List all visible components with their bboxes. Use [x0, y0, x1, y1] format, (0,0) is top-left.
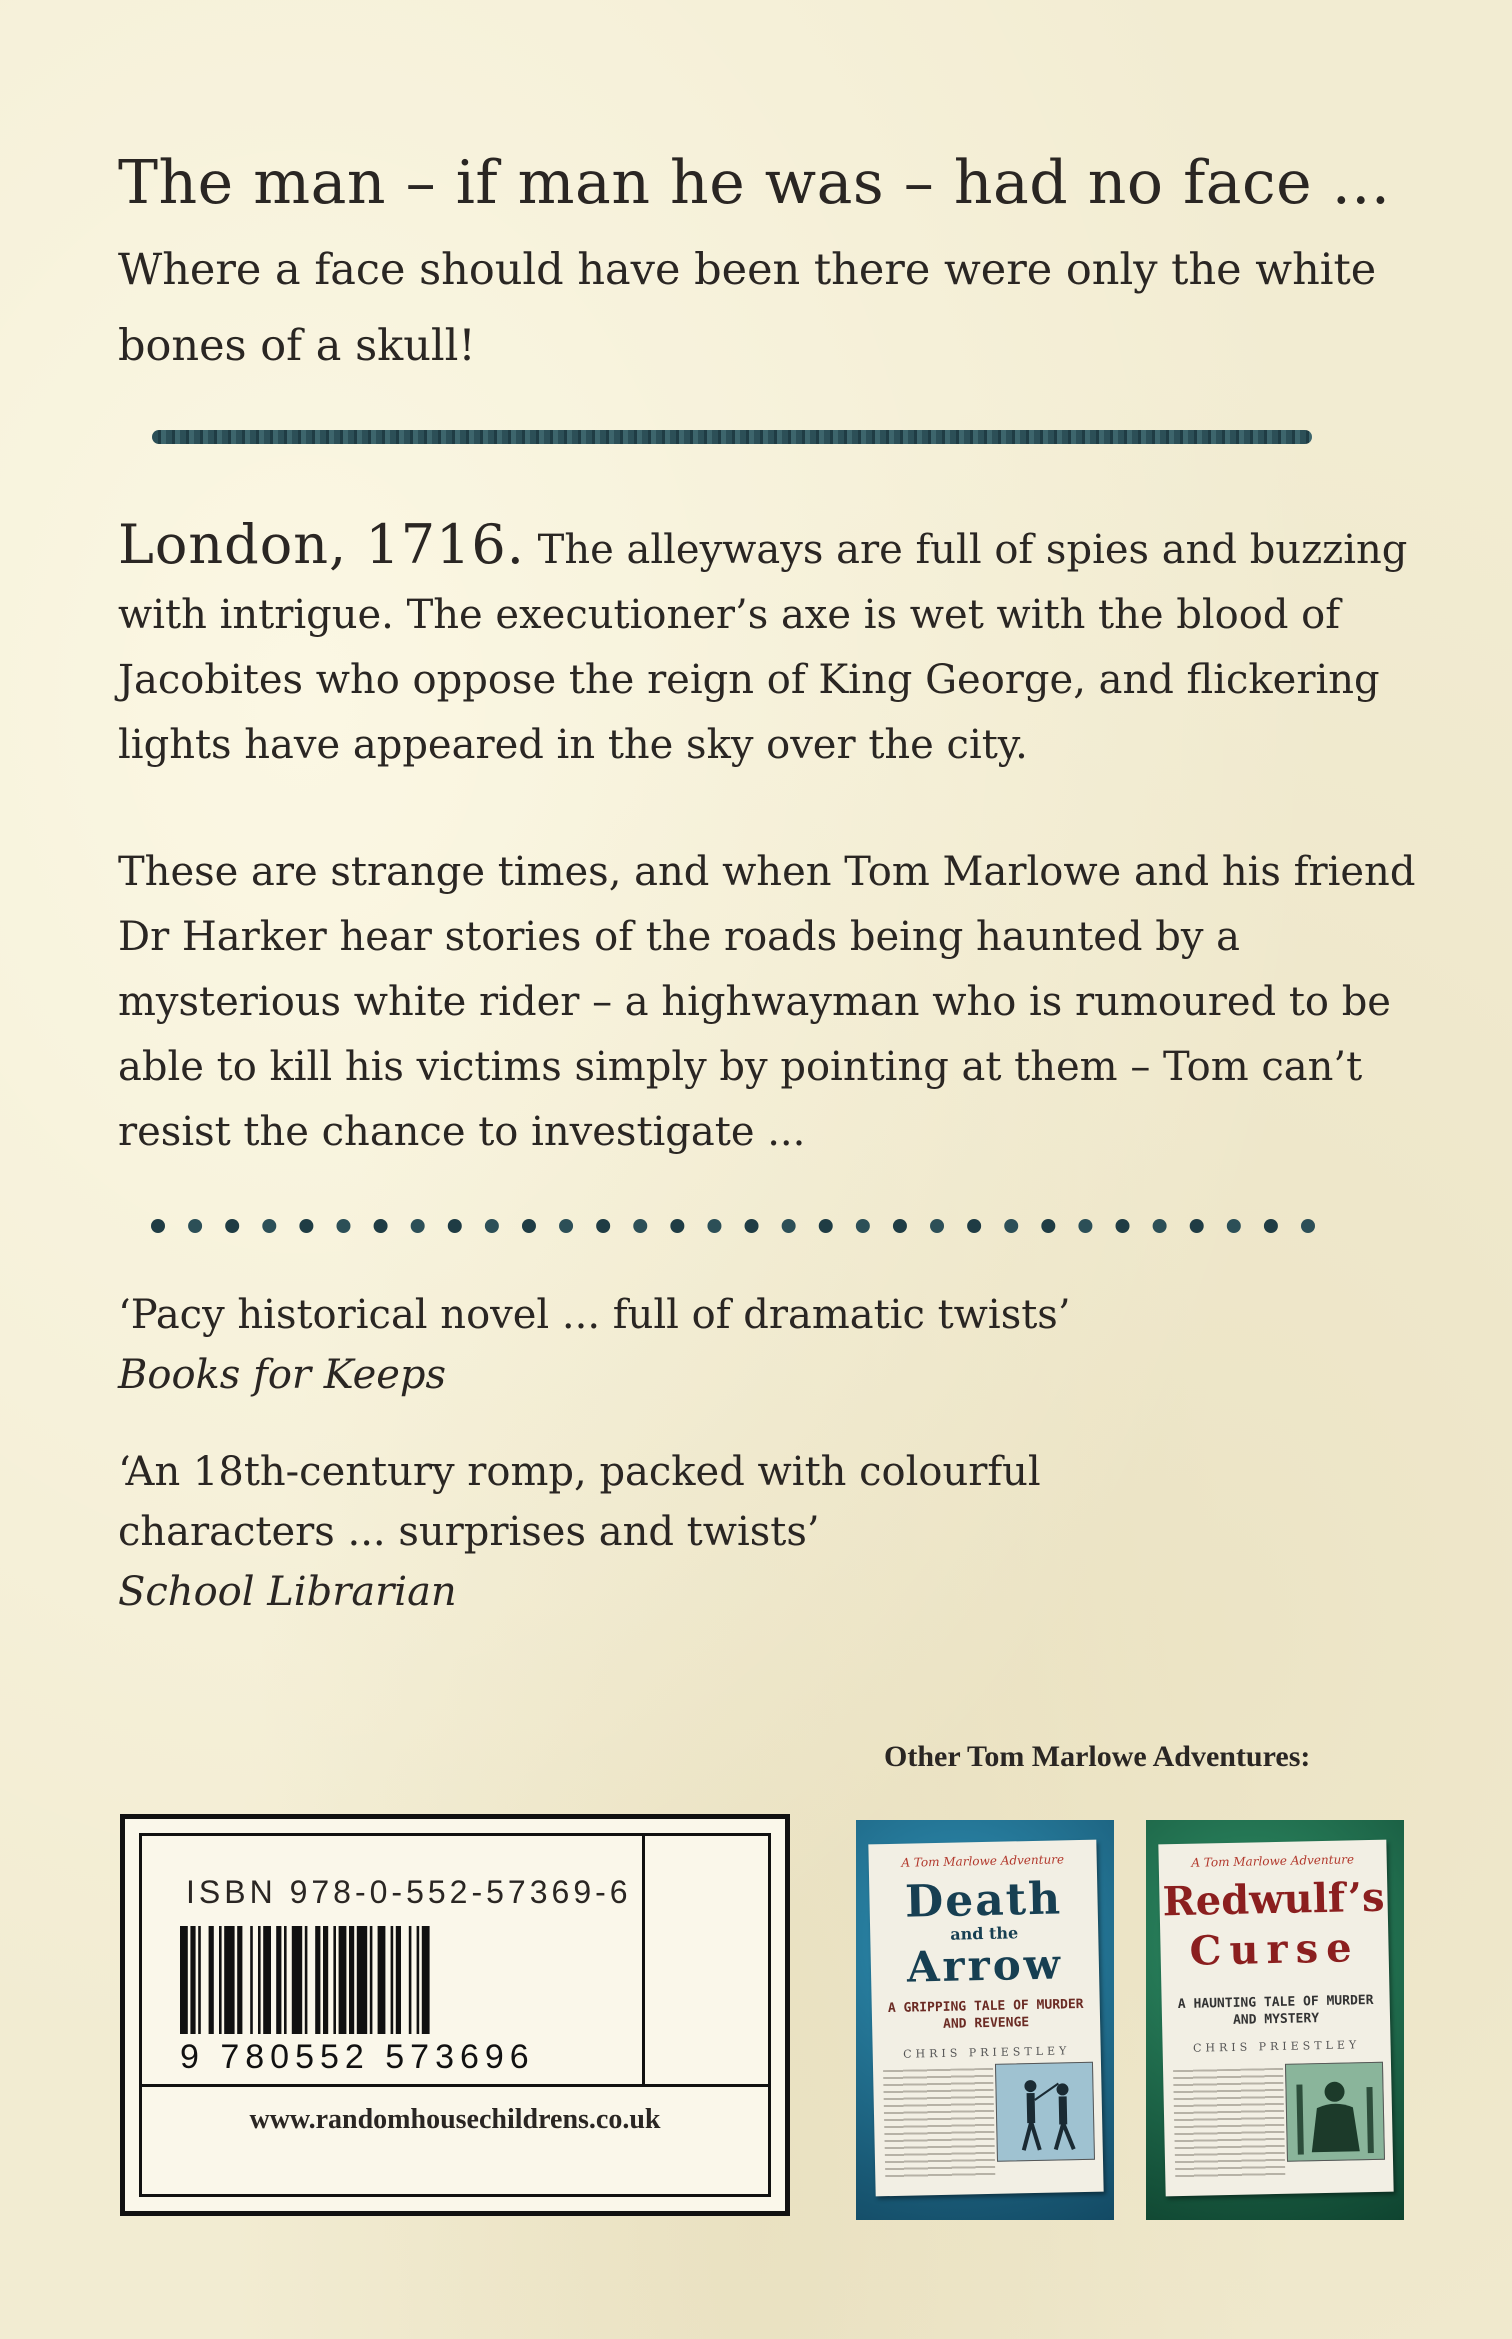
divider-dot	[856, 1219, 870, 1233]
cover-paper	[1158, 1840, 1393, 2197]
barcode-bar	[378, 1926, 386, 2034]
barcode-bar	[224, 1926, 234, 2034]
barcode-bar	[417, 1926, 420, 2034]
divider-dot	[633, 1219, 647, 1233]
divider-dot	[1301, 1219, 1315, 1233]
barcode-bar	[339, 1926, 347, 2034]
barcode-frame	[139, 1833, 771, 2197]
dotted-divider	[148, 1216, 1318, 1236]
divider-dot	[819, 1219, 833, 1233]
book-author: CHRIS PRIESTLEY	[902, 2044, 1071, 2061]
blurb-lead: London, 1716.	[118, 513, 525, 576]
book-series: A Tom Marlowe Adventure	[1191, 1852, 1355, 1870]
divider-dot	[893, 1219, 907, 1233]
divider-dot	[188, 1219, 202, 1233]
divider-dot	[559, 1219, 573, 1233]
book-tagline: A GRIPPING TALE OF MURDER AND REVENGE	[887, 1996, 1084, 2032]
barcode-bar	[370, 1926, 373, 2034]
barcode-bar	[409, 1926, 412, 2034]
book-title-line-2: Arrow	[906, 1939, 1064, 1992]
divider-dot	[930, 1219, 944, 1233]
subheadline: Where a face should have been there were only the white bones of a skull!	[118, 245, 1377, 371]
divider-dot	[411, 1219, 425, 1233]
barcode-bar	[315, 1926, 320, 2034]
barcode-bar	[237, 1926, 242, 2034]
barcode-bar	[180, 1926, 188, 2034]
cover-paper	[868, 1840, 1103, 2197]
isbn-label: ISBN 978-0-552-57369-6	[186, 1874, 632, 1910]
book-title-line-1: Death	[904, 1873, 1063, 1928]
divider-dot	[745, 1219, 759, 1233]
barcode-bar	[396, 1926, 401, 2034]
review-quote-text: ‘Pacy historical novel ... full of dramatic twists’	[118, 1292, 1071, 1338]
book-title-line-2: Curse	[1189, 1924, 1361, 1975]
barcode-bar	[292, 1926, 302, 2034]
book-author: CHRIS PRIESTLEY	[1192, 2038, 1361, 2055]
divider-dot	[1078, 1219, 1092, 1233]
divider-dot	[967, 1219, 981, 1233]
divider-dot	[1153, 1219, 1167, 1233]
blurb-paragraph-2: These are strange times, and when Tom Marlowe and his friend Dr Harker hear stories of the roads being haunted by a mysterious white rider – a highwayman who is rumoured to be able to kill his victims simply by pointing at them – Tom can’t resist the chance to investigate ...	[118, 849, 1416, 1155]
book-series: A Tom Marlowe Adventure	[901, 1852, 1065, 1870]
barcode-bar	[305, 1926, 308, 2034]
review-source: School Librarian	[118, 1569, 457, 1615]
divider-dot	[782, 1219, 796, 1233]
divider-dot	[374, 1219, 388, 1233]
divider-dot	[1264, 1219, 1278, 1233]
barcode-divider	[642, 1836, 645, 2084]
divider-dot	[448, 1219, 462, 1233]
book-title-and: and the	[950, 1923, 1019, 1944]
barcode-divider	[142, 2084, 768, 2087]
ghost-figure-icon	[1286, 2063, 1384, 2161]
cover-illustration	[1285, 2062, 1385, 2162]
barcode-bar	[333, 1926, 336, 2034]
review-quote-text: ‘An 18th-century romp, packed with colourful characters ... surprises and twists’	[118, 1449, 1041, 1555]
divider-dot	[1227, 1219, 1241, 1233]
barcode-image	[180, 1926, 620, 2076]
cover-illustration	[995, 2062, 1095, 2162]
review-quote	[118, 1442, 1238, 1622]
barcode-bar	[198, 1926, 201, 2034]
divider-dot	[596, 1219, 610, 1233]
divider-dot	[670, 1219, 684, 1233]
barcode-bar	[258, 1926, 261, 2034]
barcode-bar	[250, 1926, 253, 2034]
review-source: Books for Keeps	[118, 1352, 447, 1398]
book-title-line-1: Redwulf’s	[1162, 1873, 1385, 1926]
divider-dot	[522, 1219, 536, 1233]
divider-dot	[225, 1219, 239, 1233]
divider-dot	[1041, 1219, 1055, 1233]
review-quote	[118, 1285, 1238, 1405]
divider-dot	[262, 1219, 276, 1233]
divider-dot	[707, 1219, 721, 1233]
cover-text-block	[883, 2068, 995, 2180]
barcode-bar	[391, 1926, 394, 2034]
barcode-bar	[263, 1926, 271, 2034]
book-tagline: A HAUNTING TALE OF MURDER AND MYSTERY	[1177, 1992, 1374, 2028]
divider-dot	[336, 1219, 350, 1233]
barcode-bar	[219, 1926, 222, 2034]
publisher-url[interactable]: www.randomhousechildrens.co.uk	[249, 2104, 661, 2135]
other-adventures-heading: Other Tom Marlowe Adventures:	[884, 1740, 1311, 1773]
book-cover-death-and-the-arrow	[856, 1820, 1114, 2220]
barcode-bar	[357, 1926, 367, 2034]
divider-dot	[299, 1219, 313, 1233]
barcode-bar	[323, 1926, 328, 2034]
blurb-paragraph-1-text: The alleyways are full of spies and buzzing with intrigue. The executioner’s axe is wet with the blood of Jacobites who oppose the reign of King George, and flickering lights have appeared in the sky over the city.	[118, 527, 1408, 768]
book-cover-redwulfs-curse	[1146, 1820, 1404, 2220]
barcode-bar	[422, 1926, 430, 2034]
barcode-bar	[276, 1926, 281, 2034]
divider-dot	[1004, 1219, 1018, 1233]
barcode-digits: 9 780552 573696	[180, 2038, 535, 2076]
divider-dot	[485, 1219, 499, 1233]
divider-dot	[151, 1219, 165, 1233]
divider-dot	[1190, 1219, 1204, 1233]
barcode-bar	[349, 1926, 354, 2034]
divider-rule	[152, 430, 1312, 444]
barcode-bar	[284, 1926, 287, 2034]
blurb-paragraph-1	[118, 512, 1428, 778]
duel-figures-icon	[996, 2063, 1094, 2161]
barcode-bar	[190, 1926, 195, 2034]
cover-text-block	[1173, 2068, 1285, 2180]
barcode-bar	[209, 1926, 214, 2034]
headline: The man – if man he was – had no face ...	[118, 148, 1391, 218]
divider-dot	[1116, 1219, 1130, 1233]
barcode-box	[120, 1814, 790, 2216]
